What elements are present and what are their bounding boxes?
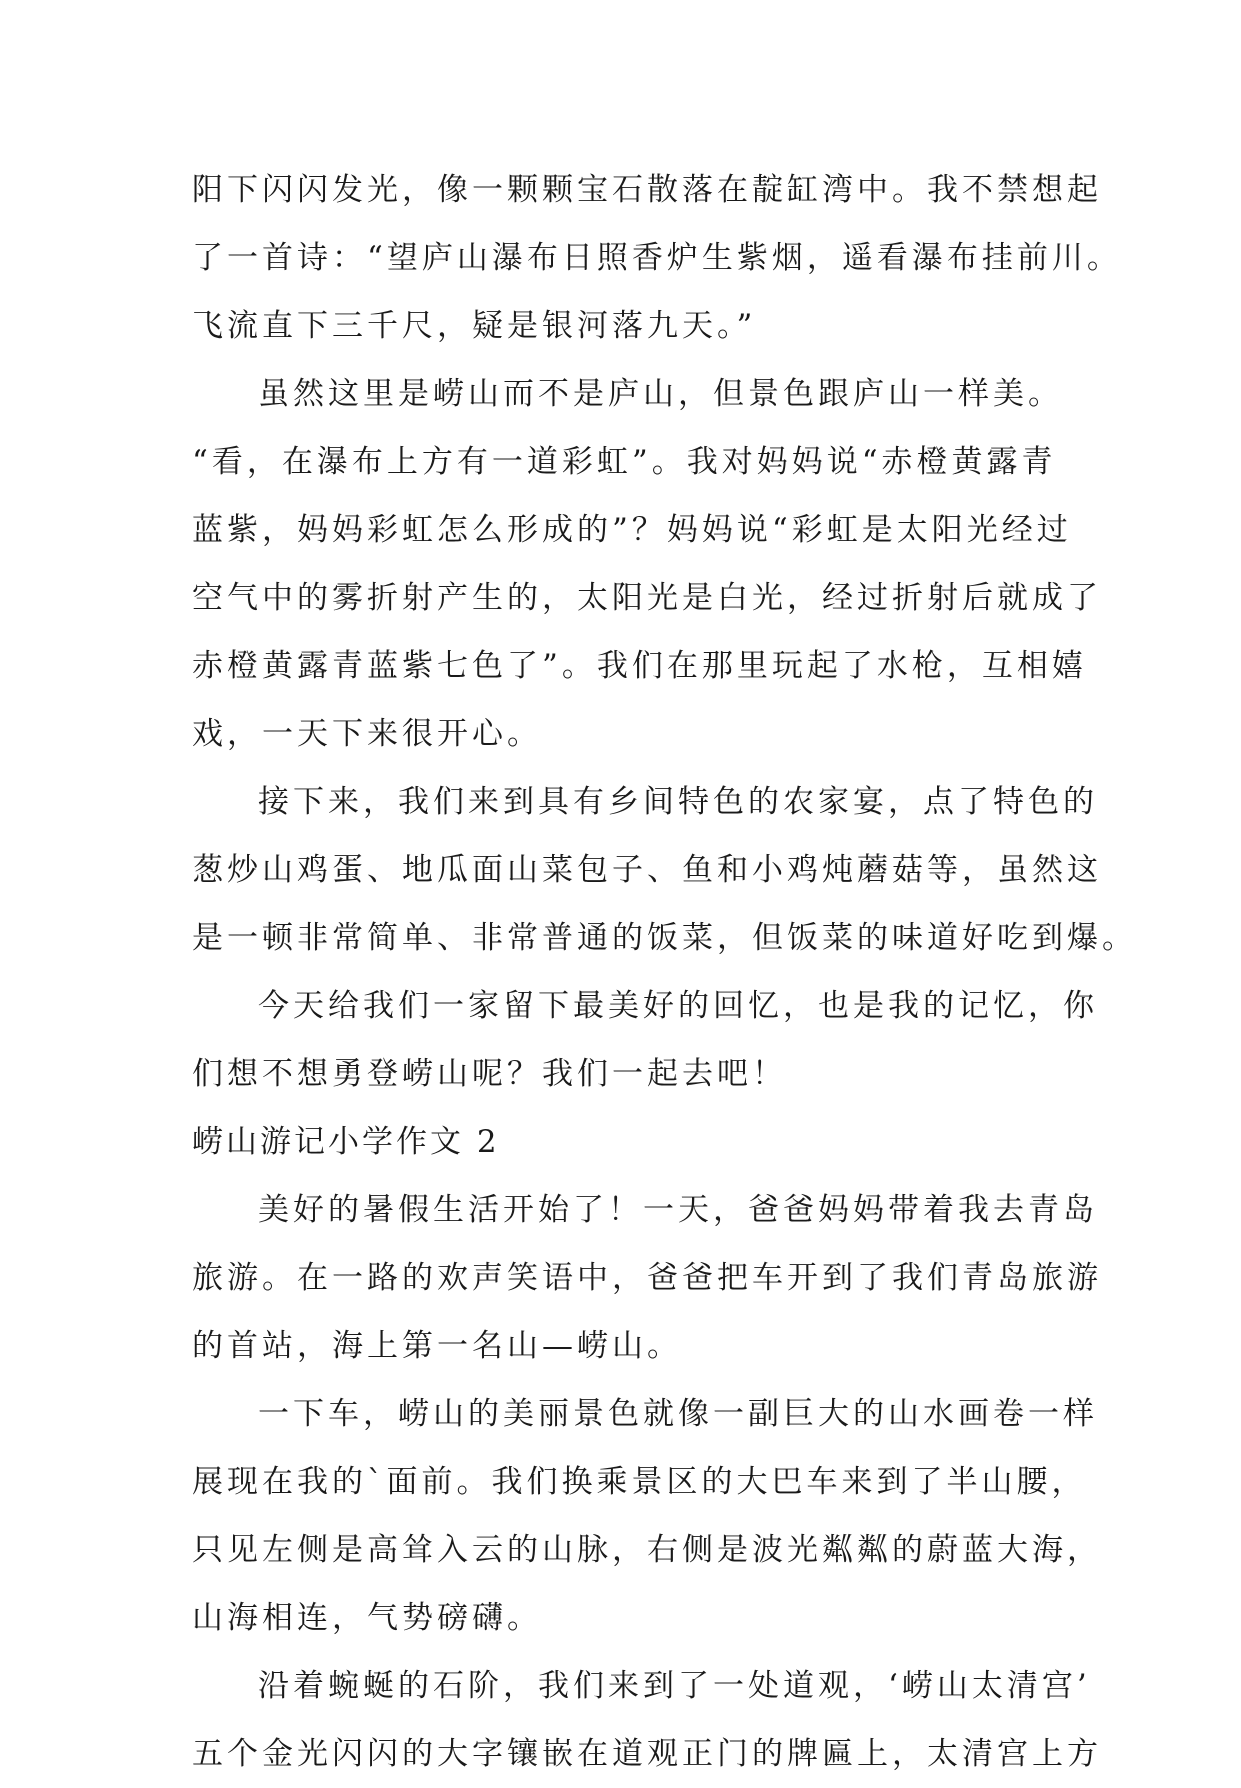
- text-line: 赤橙黄露青蓝紫七色了”。我们在那里玩起了水枪，互相嬉: [192, 648, 1087, 684]
- text-line: 阳下闪闪发光，像一颗颗宝石散落在靛缸湾中。我不禁想起: [192, 172, 1102, 208]
- text-line: 虽然这里是崂山而不是庐山，但景色跟庐山一样美。: [258, 376, 1063, 412]
- text-line: 的首站，海上第一名山—崂山。: [192, 1328, 682, 1364]
- text-line: 美好的暑假生活开始了！一天，爸爸妈妈带着我去青岛: [258, 1192, 1098, 1228]
- text-line: “看，在瀑布上方有一道彩虹”。我对妈妈说“赤橙黄露青: [192, 444, 1057, 480]
- text-line: 空气中的雾折射产生的，太阳光是白光，经过折射后就成了: [192, 580, 1102, 616]
- text-line: 戏，一天下来很开心。: [192, 716, 542, 752]
- text-line: 山海相连，气势磅礴。: [192, 1600, 542, 1636]
- text-line: 一下车，崂山的美丽景色就像一副巨大的山水画卷一样: [258, 1396, 1098, 1432]
- text-line: 只见左侧是高耸入云的山脉，右侧是波光粼粼的蔚蓝大海，: [192, 1532, 1102, 1568]
- text-line: 沿着蜿蜒的石阶，我们来到了一处道观，‘崂山太清宫’: [258, 1668, 1091, 1704]
- document-body: [192, 156, 1137, 1788]
- text-line: 了一首诗：“望庐山瀑布日照香炉生紫烟，遥看瀑布挂前川。: [192, 240, 1122, 276]
- text-line: 今天给我们一家留下最美好的回忆，也是我的记忆，你: [258, 988, 1098, 1024]
- text-line: 五个金光闪闪的大字镶嵌在道观正门的牌匾上，太清宫上方: [192, 1736, 1102, 1772]
- text-line: 们想不想勇登崂山呢？我们一起去吧！: [192, 1056, 787, 1092]
- section-heading: 崂山游记小学作文 2: [192, 1124, 500, 1160]
- text-line: 飞流直下三千尺，疑是银河落九天。”: [192, 308, 757, 344]
- text-line: 接下来，我们来到具有乡间特色的农家宴，点了特色的: [258, 784, 1098, 820]
- text-line: 展现在我的`面前。我们换乘景区的大巴车来到了半山腰，: [192, 1464, 1087, 1500]
- text-line: 蓝紫，妈妈彩虹怎么形成的”？妈妈说“彩虹是太阳光经过: [192, 512, 1072, 548]
- text-line: 是一顿非常简单、非常普通的饭菜，但饭菜的味道好吃到爆。: [192, 920, 1137, 956]
- text-line: 旅游。在一路的欢声笑语中，爸爸把车开到了我们青岛旅游: [192, 1260, 1102, 1296]
- text-line: 葱炒山鸡蛋、地瓜面山菜包子、鱼和小鸡炖蘑菇等，虽然这: [192, 852, 1102, 888]
